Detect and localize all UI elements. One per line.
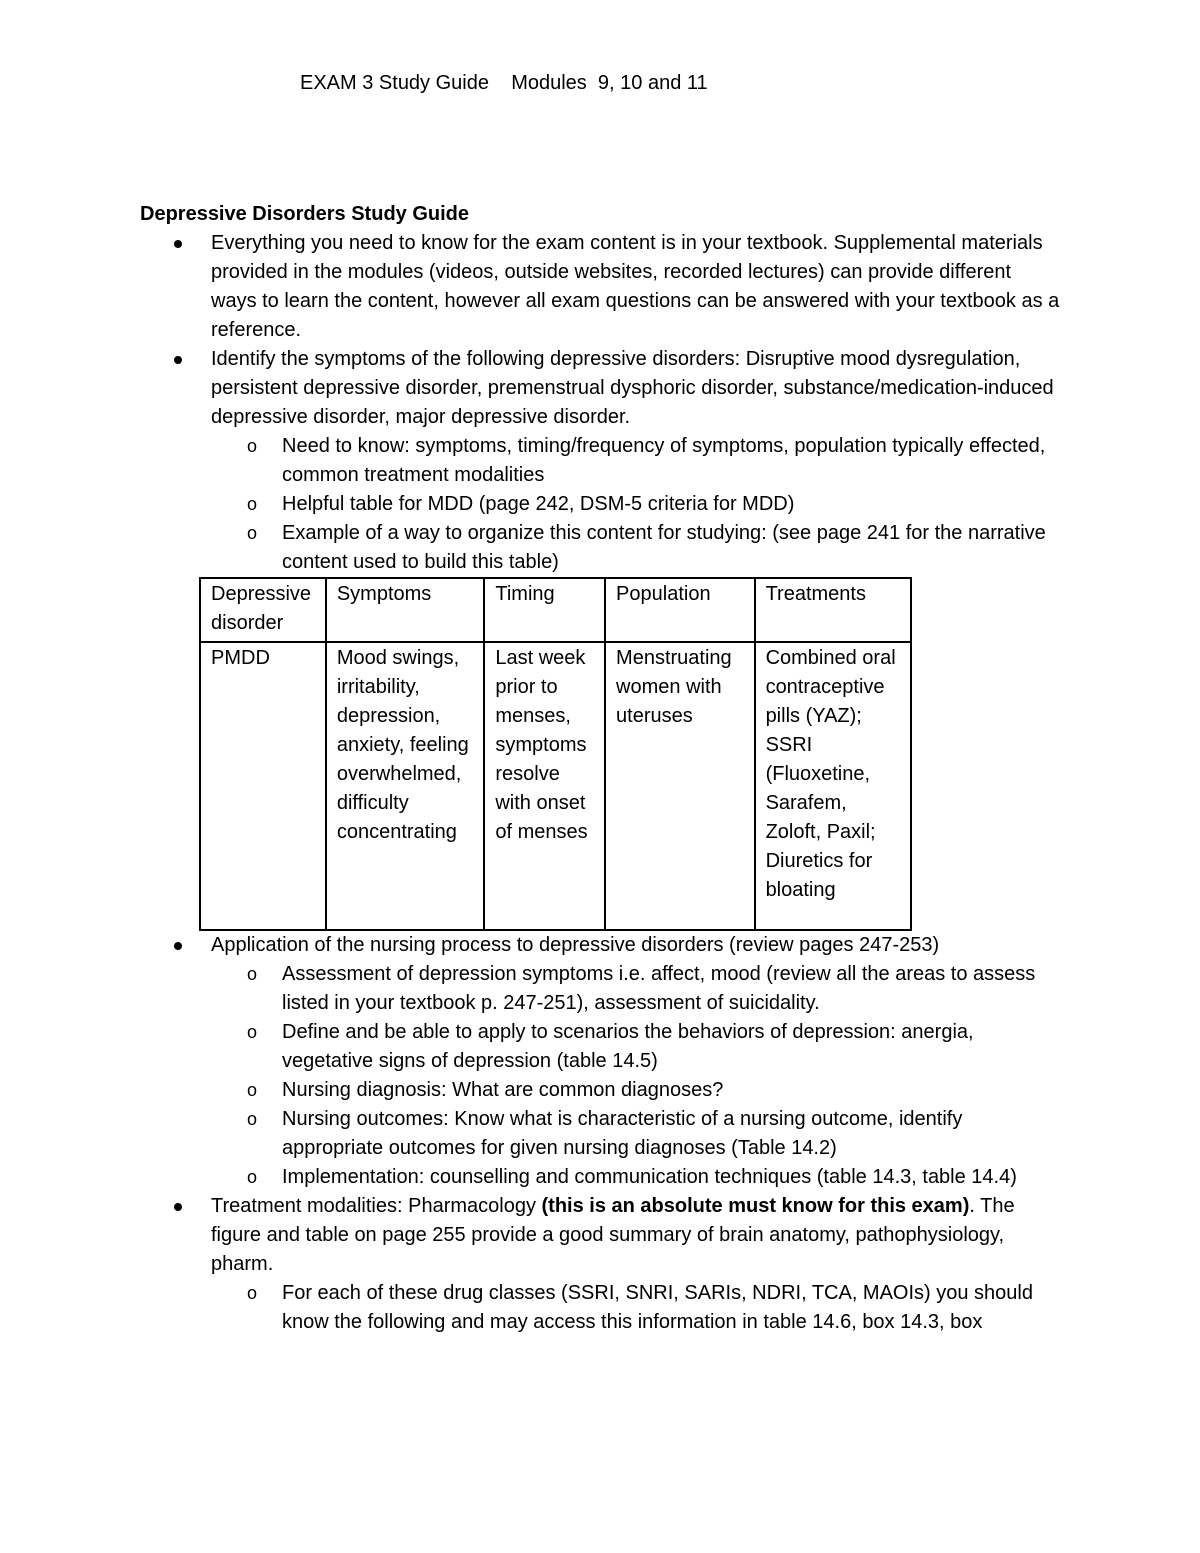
sub-bullet-text: Assessment of depression symptoms i.e. affect, mood (review all the areas to assess listed in your textbook p. 247-251), assessment of suicidality. (282, 963, 1036, 1014)
bullet-item (140, 1192, 1060, 1337)
sub-bullet-text: Need to know: symptoms, timing/frequency of symptoms, population typically effected, common treatment modalities (282, 435, 1046, 486)
circle-bullet-icon: o (247, 1167, 258, 1187)
sub-bullet-item (211, 519, 1060, 577)
bullet-text: Application of the nursing process to depressive disorders (review pages 247-253) (211, 934, 940, 956)
table-header-cell: Treatments (755, 578, 911, 642)
circle-bullet-icon: o (247, 436, 258, 456)
circle-bullet-icon: o (247, 964, 258, 984)
table-header-cell: Symptoms (326, 578, 485, 642)
bullet-text-tail: . The figure and table on page 255 provide a good summary of brain anatomy, pathophysiology, pharm. (211, 1195, 1015, 1275)
sub-bullet-item (211, 490, 1060, 519)
sub-bullet-item (211, 1018, 1060, 1076)
sub-bullet-list (211, 1279, 1060, 1337)
sub-bullet-text: Example of a way to organize this content for studying: (see page 241 for the narrative content used to build this table) (282, 522, 1046, 573)
bullet-text: Everything you need to know for the exam content is in your textbook. Supplemental materials provided in the modules (videos, outside websites, recorded lectures) can provide different ways to learn the content, however all exam questions can be answered with your textbook as a reference. (211, 232, 1060, 341)
depressive-disorder-table (199, 577, 912, 931)
sub-bullet-list (211, 432, 1060, 577)
section-title: Depressive Disorders Study Guide (140, 203, 470, 225)
sub-bullet-item (211, 1076, 1060, 1105)
table-cell: Combined oral contraceptive pills (YAZ); SSRI (Fluoxetine, Sarafem, Zoloft, Paxil; Diuretics for bloating (755, 642, 911, 930)
table-cell: Menstruating women with uteruses (605, 642, 755, 930)
table-header-cell: Population (605, 578, 755, 642)
sub-bullet-text: Helpful table for MDD (page 242, DSM-5 criteria for MDD) (282, 493, 795, 515)
circle-bullet-icon: o (247, 1080, 258, 1100)
sub-bullet-text: For each of these drug classes (SSRI, SNRI, SARIs, NDRI, TCA, MAOIs) you should know the following and may access this information in table 14.6, box 14.3, box (282, 1282, 1033, 1333)
bullet-dot-icon (174, 1203, 182, 1211)
main-bullet-list (140, 229, 1060, 577)
bullet-item (140, 345, 1060, 577)
table-row (200, 642, 911, 930)
sub-bullet-text: Implementation: counselling and communication techniques (table 14.3, table 14.4) (282, 1166, 1017, 1188)
sub-bullet-item (211, 1279, 1060, 1337)
sub-bullet-item (211, 960, 1060, 1018)
page-header: EXAM 3 Study Guide Modules 9, 10 and 11 (300, 72, 708, 94)
sub-bullet-text: Nursing outcomes: Know what is characteristic of a nursing outcome, identify appropriate outcomes for given nursing diagnoses (Table 14.2) (282, 1108, 963, 1159)
bullet-text-emphasis: (this is an absolute must know for this exam) (541, 1195, 970, 1217)
main-bullet-list-continued (140, 931, 1060, 1337)
circle-bullet-icon: o (247, 494, 258, 514)
table-cell: Last week prior to menses, symptoms resolve with onset of menses (484, 642, 605, 930)
sub-bullet-item (211, 1105, 1060, 1163)
table-header-row (200, 578, 911, 642)
circle-bullet-icon: o (247, 1109, 258, 1129)
study-guide-content (140, 200, 1060, 1337)
circle-bullet-icon: o (247, 1022, 258, 1042)
bullet-text-lead: Treatment modalities: Pharmacology (211, 1195, 542, 1217)
sub-bullet-item (211, 432, 1060, 490)
sub-bullet-text: Nursing diagnosis: What are common diagnoses? (282, 1079, 724, 1101)
bullet-dot-icon (174, 240, 182, 248)
bullet-item (140, 931, 1060, 1192)
circle-bullet-icon: o (247, 1283, 258, 1303)
sub-bullet-list (211, 960, 1060, 1192)
sub-bullet-item (211, 1163, 1060, 1192)
bullet-dot-icon (174, 942, 182, 950)
table-cell: Mood swings, irritability, depression, anxiety, feeling overwhelmed, difficulty concentrating (326, 642, 485, 930)
table-header-cell: Timing (484, 578, 605, 642)
table-header-cell: Depressive disorder (200, 578, 326, 642)
circle-bullet-icon: o (247, 523, 258, 543)
table-cell: PMDD (200, 642, 326, 930)
bullet-dot-icon (174, 356, 182, 364)
bullet-text: Identify the symptoms of the following depressive disorders: Disruptive mood dysregulation, persistent depressive disorder, premenstrual dysphoric disorder, substance/medication-induced depressive disorder, major depressive disorder. (211, 348, 1054, 428)
sub-bullet-text: Define and be able to apply to scenarios the behaviors of depression: anergia, vegetative signs of depression (table 14.5) (282, 1021, 974, 1072)
bullet-item (140, 229, 1060, 345)
